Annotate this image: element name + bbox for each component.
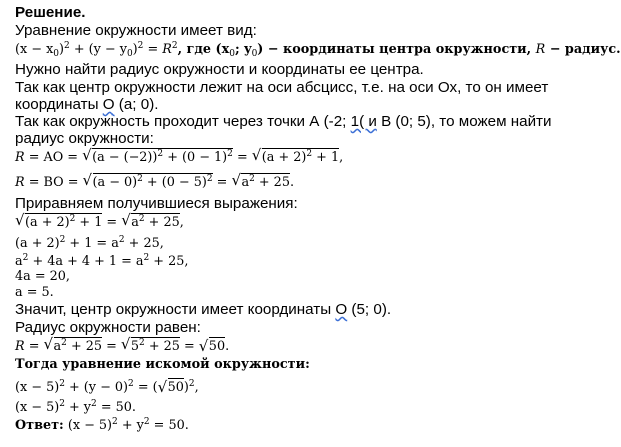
intro-line: Уравнение окружности имеет вид: — [15, 22, 257, 39]
radius-value-line: R = √ $a^2 + 25$ = √ $5^2 + 25$ = √ 50. — [15, 339, 229, 354]
step-1: √ $(a + 2)^2 + 1$ = √ $a^2 + 25$, — [15, 215, 184, 230]
final-equation-2: $(x - 5)^2 + y^2 = 50$. — [15, 399, 136, 415]
final-equation-1: $(x - 5)^2 + (y - 0)^2$ = (√ 50)$^2$, — [15, 380, 199, 395]
step-4: 4a = 20, — [15, 269, 70, 284]
step-2: $(a + 2)^2 + 1 = a^2 + 25$, — [15, 235, 164, 251]
ao-distance-line: R = AO = √ $(a - (-2))^2 + (0 - 1)^2$ = √ $(a + 2)^2 + 1$, — [15, 150, 343, 165]
step-3: $a^2 + 4a + 4 + 1 = a^2 + 25$, — [15, 253, 189, 269]
solution-title: Решение. — [15, 4, 86, 21]
axis-line-1: Так как центр окружности лежит на оси абсцисс, т.е. на оси Ох, то он имеет — [15, 79, 549, 96]
center-line: Значит, центр окружности имеет координаты О (5; 0). — [15, 301, 392, 318]
need-line: Нужно найти радиус окружности и координаты ее центра. — [15, 61, 424, 78]
points-line-1: Так как окружность проходит через точки А (-2; 1( и В (0; 5), то можем найти — [15, 113, 552, 130]
axis-line-2: координаты О (а; 0). — [15, 96, 159, 113]
points-line-2: радиус окружности: — [15, 130, 154, 147]
equate-line: Приравняем получившиеся выражения: — [15, 195, 298, 212]
circle-equation-line: $(x - x_0)^2 + (y - y_0)^2 = R^2$, где ($x_0$; $y_0$) − координаты центра окружности, R − радиус. — [15, 41, 621, 59]
radius-label-line: Радиус окружности равен: — [15, 319, 201, 336]
then-line: Тогда уравнение искомой окружности: — [15, 357, 310, 372]
step-5: a = 5. — [15, 285, 54, 300]
answer-line: Ответ: $(x - 5)^2 + y^2 = 50$. — [15, 417, 189, 433]
bo-distance-line: R = BO = √ $(a - 0)^2 + (0 - 5)^2$ = √ $a^2 + 25$. — [15, 175, 294, 190]
